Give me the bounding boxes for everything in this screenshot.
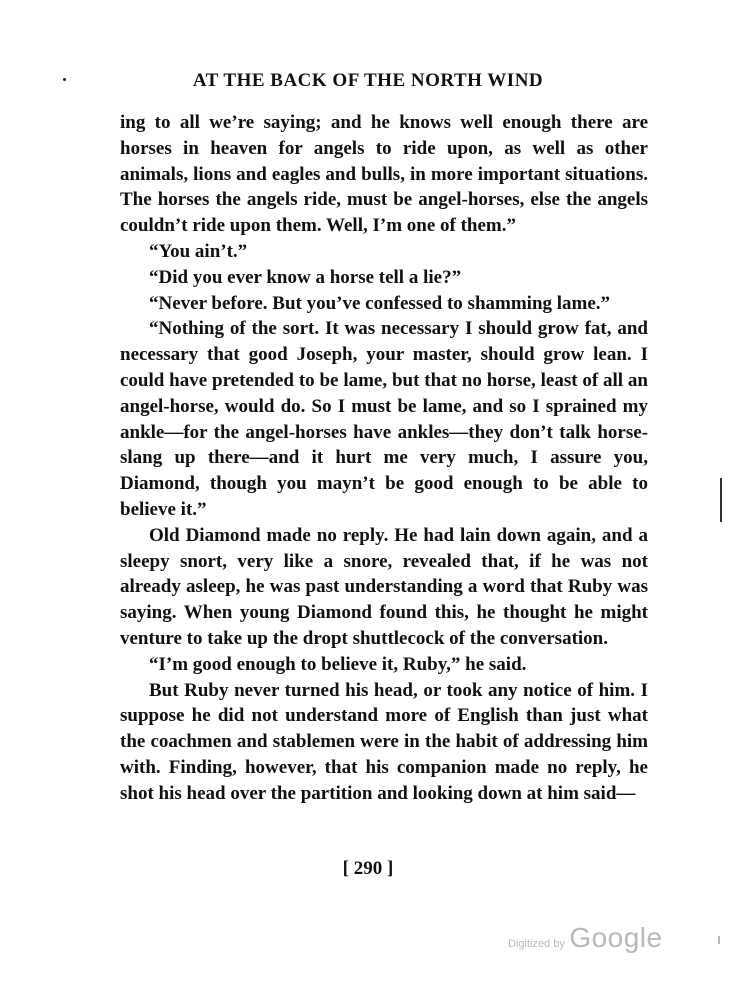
page-body — [120, 110, 648, 807]
paragraph: “Nothing of the sort. It was necessary I should grow fat, and necessary that good Joseph, your master, should grow lean. I could have pretended to be lame, but that no horse, least of all an angel-horse, would do. So I must be lame, and so I sprained my ankle—for the angel-horses have ankles—they don’t talk horse-slang up there—and it hurt me very much, I assure you, Diamond, though you mayn’t be good enough to be able to believe it.” — [120, 318, 648, 520]
running-header: AT THE BACK OF THE NORTH WIND — [192, 70, 544, 91]
paragraph: But Ruby never turned his head, or took any notice of him. I suppose he did not understand more of English than just what the coachmen and stablemen were in the habit of addressing him with. Finding, however, that his companion made no reply, he shot his head over the partition and looking down at him said— — [120, 679, 648, 804]
paragraph: ing to all we’re saying; and he knows well enough there are horses in heaven for angels to ride upon, as well as other animals, lions and eagles and bulls, in more important situations. The horses the angels ride, must be angel-horses, else the angels couldn’t ride upon them. Well, I’m one of them.” — [120, 112, 648, 237]
paragraph: Old Diamond made no reply. He had lain down again, and a sleepy snort, very like a snore, revealed that, if he was not already asleep, he was past understanding a word that Ruby was saying. When young Diamond found this, he thought he might venture to take up the dropt shuttlecock of the conversation. — [120, 524, 648, 649]
scan-edge-mark — [720, 478, 722, 522]
scan-speck — [63, 78, 66, 81]
paragraph: “Did you ever know a horse tell a lie?” — [149, 266, 462, 288]
digitized-by-watermark — [508, 922, 663, 954]
paragraph: “I’m good enough to believe it, Ruby,” he said. — [149, 653, 527, 675]
watermark-prefix: Digitized by — [508, 938, 565, 950]
paragraph: “You ain’t.” — [149, 240, 248, 262]
scan-edge-mark — [718, 936, 720, 944]
google-logo-text: Google — [569, 922, 663, 953]
page-number: [ 290 ] — [342, 858, 394, 879]
paragraph: “Never before. But you’ve confessed to shamming lame.” — [149, 292, 611, 314]
